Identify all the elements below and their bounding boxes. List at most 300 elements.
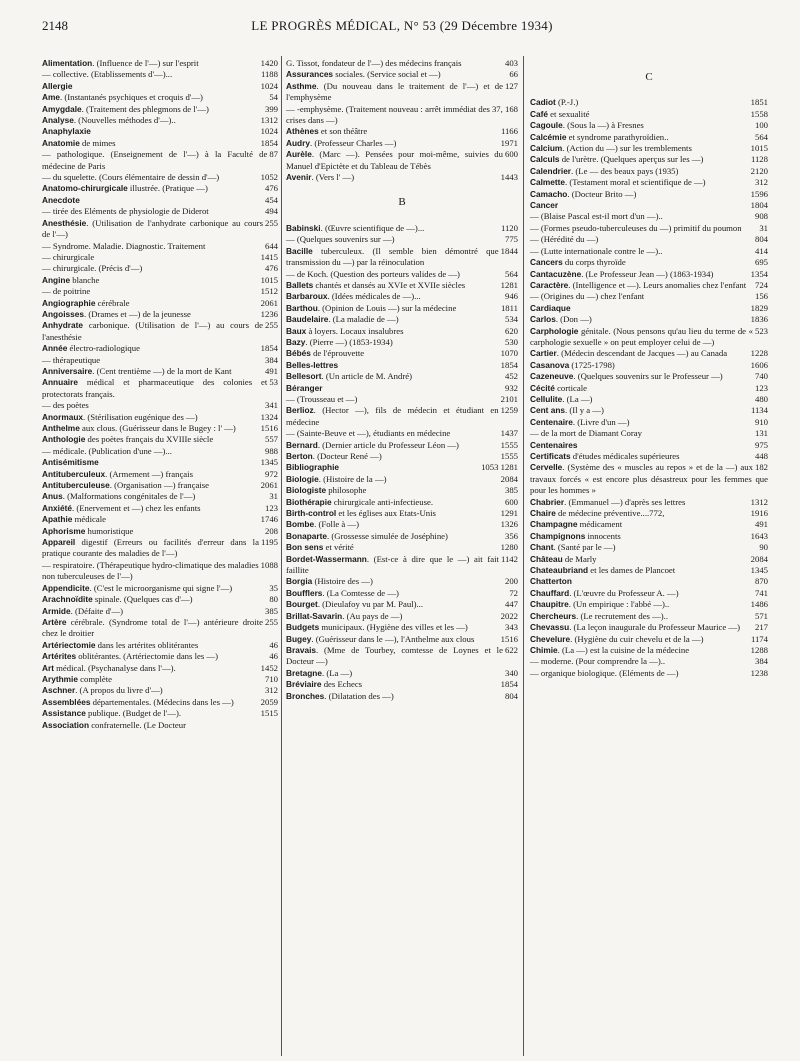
page-reference: 1804 [750,200,768,211]
index-keyword: Alimentation [42,58,93,68]
page-reference: 1015 [750,143,768,154]
page-reference: 1415 [260,251,278,262]
index-text: . (La —) [321,667,353,678]
page-reference: 1486 [750,599,768,610]
index-entry [42,172,278,183]
index-keyword: Anthologie [42,434,86,445]
index-text: dans les artérites oblitérantes [95,639,199,650]
index-entry [530,668,768,679]
index-column-1 [42,58,278,731]
index-text: du corps thyroïde [562,257,626,268]
page-reference: 37, 168 [491,103,518,114]
index-text: . (C'est le microorganisme qui signe l'—) [89,582,233,593]
index-keyword: Antituberculeuse [42,480,110,491]
index-entry [530,200,768,211]
page-reference: 384 [264,354,278,365]
page-reference: 1851 [750,97,768,108]
index-text: . (Armement —) français [105,468,193,479]
index-keyword: Camacho [530,188,568,199]
index-keyword: Centenaires [530,439,578,450]
index-keyword: Cantacuzène [530,268,582,279]
index-entry [286,58,518,69]
index-entry [42,457,278,468]
page-reference: 255 [264,320,278,331]
page-reference: 1345 [750,565,768,576]
index-entry [42,206,278,217]
page-reference: 932 [504,382,518,393]
index-text: spinale. (Quelques cas d'—) [92,594,193,605]
page-reference: 46 [269,651,278,662]
index-keyword: Cancer [530,200,559,211]
index-keyword: Brillat-Savarin [286,610,343,621]
index-text: . (Mme de Tourbey, comtesse de Loynes et le Docteur —) [286,644,503,667]
index-entry [42,594,278,605]
index-keyword: Bretagne [286,667,322,678]
index-text: — chirurgicale. (Précis d'—) [42,263,143,274]
index-keyword: Anniversaire [42,365,93,376]
index-text: aux clous. (Guérisseur dans le Bugey : l' —) [79,423,236,433]
index-text: . (Vers l' —) [311,172,355,183]
index-keyword: Bernard [286,439,318,450]
index-entry [286,360,518,371]
page-reference: 2101 [500,393,518,404]
index-entry [42,377,278,400]
index-entry [286,611,518,622]
page-reference: 530 [504,336,518,347]
index-text: et les églises aux Etats-Unis [336,508,436,519]
index-text: de mimes [79,137,116,148]
page-reference: 255 [264,217,278,228]
index-keyword: Carlos [530,314,556,325]
index-entry [530,177,768,188]
index-entry [42,697,278,708]
index-keyword: Bourget [286,599,318,610]
index-text: et les dames de Plancoet [588,565,676,576]
page-reference: 87 [269,149,278,160]
section-letter: B [398,196,406,209]
index-entry [42,640,278,651]
index-text: — (Blaise Pascal est-il mort d'un —).. [530,211,663,222]
index-keyword: Champagne [530,519,578,530]
index-text: . (Santé par le —) [553,542,616,553]
index-text: et sexualité [547,108,590,119]
index-text: . (Marc —). Pensées pour moi-même, suivies du Manuel d'Epictète et du Tableau de Tébès [286,149,503,171]
index-text: . (Don —) [555,314,592,325]
index-entry [530,417,768,428]
page-reference: 1746 [260,514,278,525]
page-reference: 946 [504,291,518,302]
page-reference: 385 [504,485,518,496]
page-reference: 1128 [750,154,768,165]
index-text: départementales. (Médecins dans les —) [90,696,234,707]
page-reference: 1854 [500,359,518,370]
index-entry [286,314,518,325]
index-text: et son théâtre [318,126,368,137]
page-reference: 1174 [750,633,768,644]
index-text: cérébrale [95,297,130,308]
index-entry [286,679,518,690]
index-text: . (Livre d'un —) [572,416,630,427]
index-keyword: Biologiste [286,485,327,496]
index-entry [286,348,518,359]
page-reference: 1088 [260,559,278,570]
index-entry [42,480,278,491]
index-text: . (Est-ce à dire que le —) ait fait faillite [286,553,499,576]
page-reference: 523 [754,325,768,336]
index-text: — (Trousseau et —) [286,393,358,404]
index-entry [530,405,768,416]
index-entry [42,412,278,423]
index-entry [42,252,278,263]
index-entry [530,326,768,349]
index-text: humoristique [85,525,134,536]
index-keyword: Arachnoïdite [42,594,93,605]
index-entry [286,223,518,234]
page-reference: 414 [754,245,768,256]
index-text: . (Dernier article du Professeur Léon —) [317,439,459,450]
index-entry [530,656,768,667]
index-entry [42,526,278,537]
index-keyword: Berton [286,451,313,461]
index-keyword: Bibliographie [286,462,340,473]
page-reference: 35 [269,582,278,593]
index-keyword: Borgia [286,576,313,587]
page-reference: 620 [504,325,518,336]
index-entry [42,617,278,640]
index-keyword: Barthou [286,302,318,313]
index-entry [530,166,768,177]
index-entry [42,183,278,194]
index-keyword: Cagoule [530,120,563,131]
index-keyword: Aurèle [286,149,312,160]
index-keyword: Casanova [530,359,570,370]
page-reference: 908 [754,211,768,222]
index-keyword: Cartier [530,348,557,359]
index-keyword: Ame [42,92,60,103]
index-keyword: Chercheurs [530,610,577,621]
page-reference: 90 [759,542,768,553]
index-keyword: Calcium [530,143,563,154]
index-keyword: Cadiot [530,97,556,108]
index-entry [286,371,518,382]
index-text: — pathologique. (Enseignement de l'—) à la Faculté de médecine de Paris [42,149,268,171]
index-entry [286,542,518,553]
index-keyword: Bacille [286,245,313,256]
index-entry [530,154,768,165]
index-keyword: Antituberculeux [42,468,106,479]
page-reference: 1916 [750,508,768,519]
index-text: . (La leçon inaugurale du Professeur Maurice —) [569,622,740,633]
index-keyword: Anesthésie [42,217,87,228]
page-reference: 255 [264,616,278,627]
index-text: innocents [585,530,621,541]
index-text: . (Traitement des phlegmons de l'—) [81,103,209,114]
index-entry [286,280,518,291]
page-reference: 448 [754,451,768,461]
index-entry [42,218,278,241]
index-entry [530,497,768,508]
page-reference: 870 [754,576,768,587]
section-letter: C [645,71,653,83]
index-entry [530,223,768,234]
index-entry [286,126,518,137]
index-keyword: Bronches [286,690,325,701]
page-number: 2148 [42,18,68,33]
index-entry [530,462,768,496]
index-entry [530,269,768,280]
page-reference: 1024 [260,80,278,91]
index-entry [286,104,518,127]
page-reference: 1437 [500,428,518,439]
index-keyword: Anecdote [42,194,80,205]
index-keyword: Cazeneuve [530,371,574,382]
index-entry [530,519,768,530]
index-keyword: Asthme [286,80,317,91]
index-text: complète [77,673,112,684]
index-keyword: Angiographie [42,297,96,308]
index-text: . (Œuvre scientifique de —)... [320,222,425,233]
page-reference: 1854 [260,343,278,354]
index-text: . (La maladie de —) [328,314,399,325]
page-reference: 1053 1281 [481,462,518,473]
page-reference: 1844 [500,245,518,256]
page-reference: 182 [754,462,768,473]
page-reference: 724 [754,279,768,290]
page-reference: 1854 [500,679,518,690]
index-entry [530,622,768,633]
page-reference: 1024 [260,126,278,137]
index-text: carbonique. (Utilisation de l'—) au cours de l'anesthésie [42,320,263,342]
index-text: . (Stérilisation eugénique des —) [83,411,198,422]
index-entry [286,337,518,348]
index-keyword: Calculs [530,154,560,165]
index-text: — collective. (Etablissements d'—)... [42,69,173,80]
index-keyword: Allergie [42,80,73,91]
index-text: municipaux. (Hygiène des villes et les —) [319,622,468,633]
page-reference: 131 [754,428,768,439]
index-entry [530,97,768,108]
index-text: philosophe [326,485,367,496]
index-text: génitale. (Nous pensons qu'au lieu du terme de « carphologie sexuelle » on peut employer celui de —) [530,325,753,347]
index-entry [530,565,768,576]
index-text: et syndrome parathyroïdien.. [566,131,669,142]
page-reference: 804 [754,234,768,245]
index-keyword: Analyse [42,115,74,126]
index-entry [286,303,518,314]
index-entry [42,674,278,685]
index-text: . (Docteur Brito —) [567,188,637,199]
index-keyword: Biologie [286,473,319,484]
index-keyword: Anaphylaxie [42,126,91,137]
index-entry [530,189,768,200]
index-keyword: Château [530,553,563,564]
index-keyword: Chatterton [530,576,572,587]
index-text: . (Grossesse simulée de Joséphine) [327,530,448,541]
page-reference: 340 [504,667,518,678]
page-reference: 491 [754,519,768,530]
index-text: . (La —) [562,393,593,404]
page-reference: 775 [504,234,518,245]
index-entry [286,634,518,645]
index-entry [286,172,518,183]
index-keyword: Budgets [286,622,320,633]
index-entry [42,685,278,696]
index-text: — moderne. (Pour comprendre la —).. [530,656,666,667]
page-reference: 123 [264,502,278,513]
index-text: . (Instantanés psychiques et croquis d'—) [59,92,203,103]
index-keyword: Antisémitisme [42,457,99,468]
index-keyword: Chaupitre [530,599,569,610]
index-keyword: Appareil [42,537,76,548]
index-text: — du squelette. (Cours élémentaire de dessin d'—) [42,172,220,183]
index-text: médical et pharmaceutique des colonies et protectorats français. [42,377,268,399]
index-text: . (Organisation —) française [109,480,210,491]
index-keyword: Calendrier [530,165,572,176]
index-entry [530,554,768,565]
page-reference: 2061 [260,297,278,308]
index-text: confraternelle. (Le Docteur [89,719,186,730]
page-reference: 476 [264,183,278,194]
page-reference: 31 [269,491,278,502]
index-entry [286,326,518,337]
index-entry [286,451,518,462]
index-text: — de la mort de Diamant Coray [530,428,642,439]
index-entry [286,149,518,172]
index-text: corticale [554,382,587,393]
index-keyword: Anus [42,491,63,502]
page-reference: 491 [264,365,278,376]
index-text: — médicale. (Publication d'une —)... [42,445,172,456]
index-entry [286,474,518,485]
index-text: — (Sainte-Beuve et —), étudiants en médecine [286,428,451,439]
index-text: des poètes français du XVIIIe siècle [85,434,214,445]
page-reference: 2084 [750,553,768,564]
page-reference: 480 [754,393,768,404]
page-reference: 975 [754,439,768,450]
page-reference: 1516 [260,423,278,433]
page-reference: 1134 [750,405,768,416]
index-text: — organique biologique. (Eléments de —) [530,667,679,678]
index-entry [42,298,278,309]
index-keyword: Art [42,662,54,673]
page-reference: 454 [264,194,278,205]
index-entry [42,537,278,560]
index-keyword: Champignons [530,530,586,541]
index-keyword: Bon sens [286,542,324,553]
index-entry [530,508,768,519]
index-keyword: Aschner [42,685,76,696]
index-entry [286,645,518,668]
page-reference: 1606 [750,359,768,370]
index-keyword: Cécité [530,382,555,393]
index-text: . (Le — des beaux pays (1935) [571,165,679,176]
index-keyword: Bellesort [286,371,322,382]
column-divider [281,56,282,1056]
index-keyword: Année [42,343,68,354]
page-reference: 622 [504,644,518,655]
page-reference: 1420 [260,58,278,68]
index-text: . (Folle à —) [314,519,360,530]
index-keyword: Birth-control [286,508,337,519]
index-entry [286,440,518,451]
index-entry [42,126,278,137]
index-keyword: Chabrier [530,496,565,507]
index-keyword: Bravais [286,644,316,655]
index-entry [42,469,278,480]
page-reference: 740 [754,371,768,382]
page-reference: 1596 [750,188,768,199]
page-reference: 53 [269,377,278,388]
index-text: . (Quelques souvenirs sur le Professeur —) [573,371,723,382]
index-keyword: Avenir [286,172,312,183]
index-text: chantés et dansés au XVIe et XVIIe siècles [313,279,466,290]
index-entry [42,400,278,411]
page-reference: 2061 [260,480,278,491]
index-entry [286,508,518,519]
page-reference: 2059 [260,696,278,707]
index-text: . (Docteur René —) [312,451,382,461]
index-keyword: Bonaparte [286,530,328,541]
index-entry [530,234,768,245]
index-keyword: Assurances [286,69,334,80]
page-reference: 312 [754,177,768,188]
index-keyword: Chauffard [530,587,570,598]
index-text: . (Malformations congénitales de l'—) [62,491,196,502]
index-text: . (Un empirique : l'abbé —).. [568,599,670,610]
index-entry [42,81,278,92]
index-entry [286,138,518,149]
index-entry [530,576,768,587]
page-reference: 127 [504,80,518,91]
index-entry [530,280,768,291]
index-entry [286,531,518,542]
index-entry [42,423,278,434]
index-entry [42,309,278,320]
index-keyword: Bordet-Wassermann [286,553,367,564]
index-keyword: Chevelure [530,633,571,644]
page-reference: 66 [509,69,518,80]
index-entry [42,446,278,457]
index-text: — de Koch. (Question des porteurs valides de —) [286,268,460,279]
page-reference: 1811 [500,302,518,313]
page-reference: 1452 [260,662,278,673]
index-text: et vérité [323,542,354,553]
index-keyword: Armide [42,605,71,616]
page-reference: 476 [264,263,278,274]
page-reference: 557 [264,434,278,445]
index-text: . (Guérisseur dans le —), l'Anthelme aux clous [311,633,475,644]
index-text: oblitérantes. (Artériectomie dans les —) [76,651,218,662]
index-text: . (Hector —), fils de médecin et étudiant en médecine [286,405,499,427]
index-entry [42,343,278,354]
index-keyword: Boufflers [286,587,323,598]
index-text: . (Il y a —) [565,405,604,416]
index-text: de Marly [562,553,597,564]
page-reference: 1443 [500,172,518,183]
index-entry [42,149,278,172]
index-text: — (Hérédité du —) [530,234,599,245]
page-reference: 1512 [260,286,278,297]
page-reference: 804 [504,690,518,701]
index-entry [42,275,278,286]
page-reference: 1555 [500,451,518,461]
index-entry [286,246,518,269]
index-text: . (Enervement et —) chez les enfants [71,502,201,513]
index-keyword: Audry [286,137,310,148]
index-entry [530,211,768,222]
page-reference: 1345 [260,457,278,468]
page-reference: 910 [754,416,768,427]
